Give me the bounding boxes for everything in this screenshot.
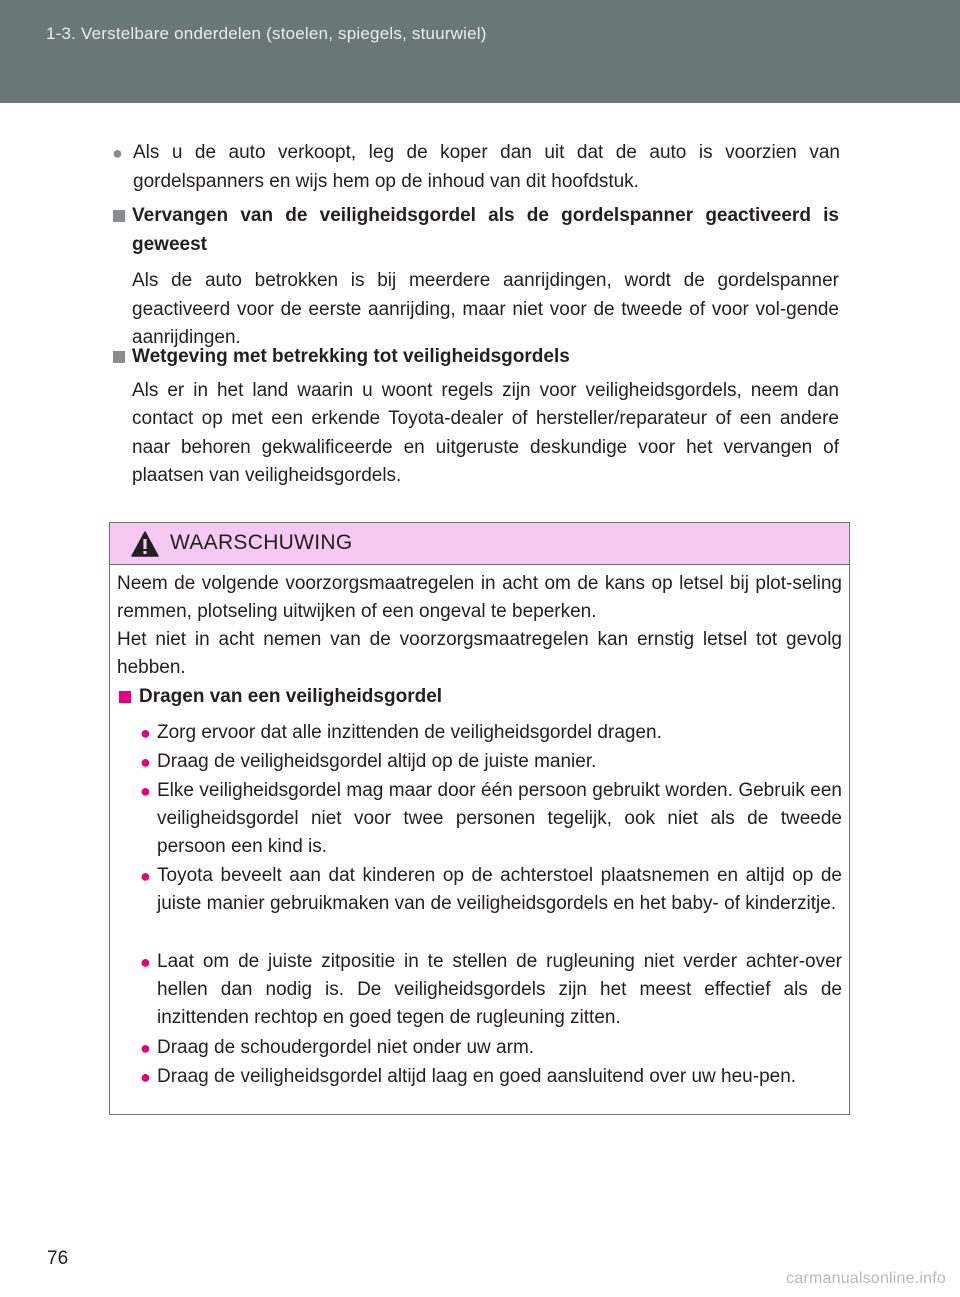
warning-bullet bbox=[140, 1034, 842, 1062]
bullet-dot-icon: ● bbox=[140, 752, 151, 772]
section-square-icon bbox=[113, 351, 125, 363]
warning-bullet bbox=[140, 777, 842, 861]
section-title: 1-3. Verstelbare onderdelen (stoelen, spiegels, stuurwiel) bbox=[46, 24, 487, 43]
bullet-dot-icon: ● bbox=[112, 143, 123, 163]
section-replace-belt bbox=[111, 202, 839, 353]
section-legislation bbox=[111, 343, 839, 491]
intro-bullet-text: Als u de auto verkoopt, leg de koper dan uit dat de auto is voorzien van gordelspanners en wijs hem op de inhoud van dit hoofdstuk. bbox=[133, 142, 840, 192]
intro-bullet bbox=[112, 139, 840, 196]
section-body: Als de auto betrokken is bij meerdere aanrijdingen, wordt de gordelspanner geactiveerd voor de eerste aanrijding, maar niet voor de tweede of voor vol-gende aanrijdingen. bbox=[132, 270, 839, 348]
warning-intro-consequence: Het niet in acht nemen van de voorzorgsmaatregelen kan ernstig letsel tot gevolg hebben. bbox=[117, 629, 842, 678]
bullet-dot-icon: ● bbox=[140, 952, 151, 972]
section-body: Als er in het land waarin u woont regels zijn voor veiligheidsgordels, neem dan contact op met een erkende Toyota-dealer of hersteller/reparateur of een andere naar behoren gekwalificeerde en uitgeruste deskundige voor het vervangen of plaatsen van veiligheidsgordels. bbox=[132, 379, 839, 486]
section-square-icon bbox=[113, 210, 125, 222]
warning-triangle-icon bbox=[131, 531, 159, 557]
page-number: 76 bbox=[47, 1248, 69, 1269]
warning-bullet-text: Laat om de juiste zitpositie in te stellen de rugleuning niet verder achter-over hellen dan nodig is. De veiligheidsgordels zijn het meest effectief als de inzittenden rechtop en goed tegen de rugleuning zitten. bbox=[157, 951, 842, 1028]
warning-subheading: Dragen van een veiligheidsgordel bbox=[139, 686, 443, 707]
warning-bullet bbox=[140, 748, 842, 776]
warning-bullet-text: Draag de veiligheidsgordel altijd op de juiste manier. bbox=[157, 751, 597, 772]
subsection-square-icon bbox=[119, 691, 131, 703]
section-heading: Vervangen van de veiligheidsgordel als de gordelspanner geactiveerd is geweest bbox=[132, 205, 839, 255]
warning-bullet bbox=[140, 948, 842, 1032]
bullet-dot-icon: ● bbox=[140, 1067, 151, 1087]
warning-bullet bbox=[140, 719, 842, 747]
warning-bullet bbox=[140, 862, 842, 918]
bullet-dot-icon: ● bbox=[140, 866, 151, 886]
warning-bullet-text: Draag de veiligheidsgordel altijd laag en goed aansluitend over uw heu-pen. bbox=[157, 1066, 797, 1087]
bullet-dot-icon: ● bbox=[140, 1038, 151, 1058]
bullet-dot-icon: ● bbox=[140, 723, 151, 743]
watermark: carmanualsonline.info bbox=[786, 1270, 946, 1287]
warning-bullet-text: Toyota beveelt aan dat kinderen op de achterstoel plaatsnemen en altijd op de juiste manier gebruikmaken van de veiligheidsgordels en het baby- of kinderzitje. bbox=[157, 865, 842, 914]
warning-bullet bbox=[140, 1063, 842, 1091]
warning-box bbox=[109, 522, 850, 1115]
warning-subsection bbox=[117, 683, 842, 711]
bullet-dot-icon: ● bbox=[140, 781, 151, 801]
warning-title: WAARSCHUWING bbox=[170, 531, 353, 554]
warning-bullet-text: Zorg ervoor dat alle inzittenden de veiligheidsgordel dragen. bbox=[157, 722, 662, 743]
header-band bbox=[0, 0, 960, 103]
warning-body bbox=[117, 570, 842, 682]
warning-header bbox=[110, 523, 849, 565]
warning-bullet-text: Elke veiligheidsgordel mag maar door één persoon gebruikt worden. Gebruik een veiligheidsgordel niet voor twee personen tegelijk, ook niet als de tweede persoon een kind is. bbox=[157, 780, 842, 857]
warning-intro: Neem de volgende voorzorgsmaatregelen in acht om de kans op letsel bij plot-seling remmen, plotseling uitwijken of een ongeval te beperken. bbox=[117, 573, 842, 622]
warning-bullet-text: Draag de schoudergordel niet onder uw arm. bbox=[157, 1037, 535, 1058]
section-heading: Wetgeving met betrekking tot veiligheidsgordels bbox=[132, 346, 570, 367]
